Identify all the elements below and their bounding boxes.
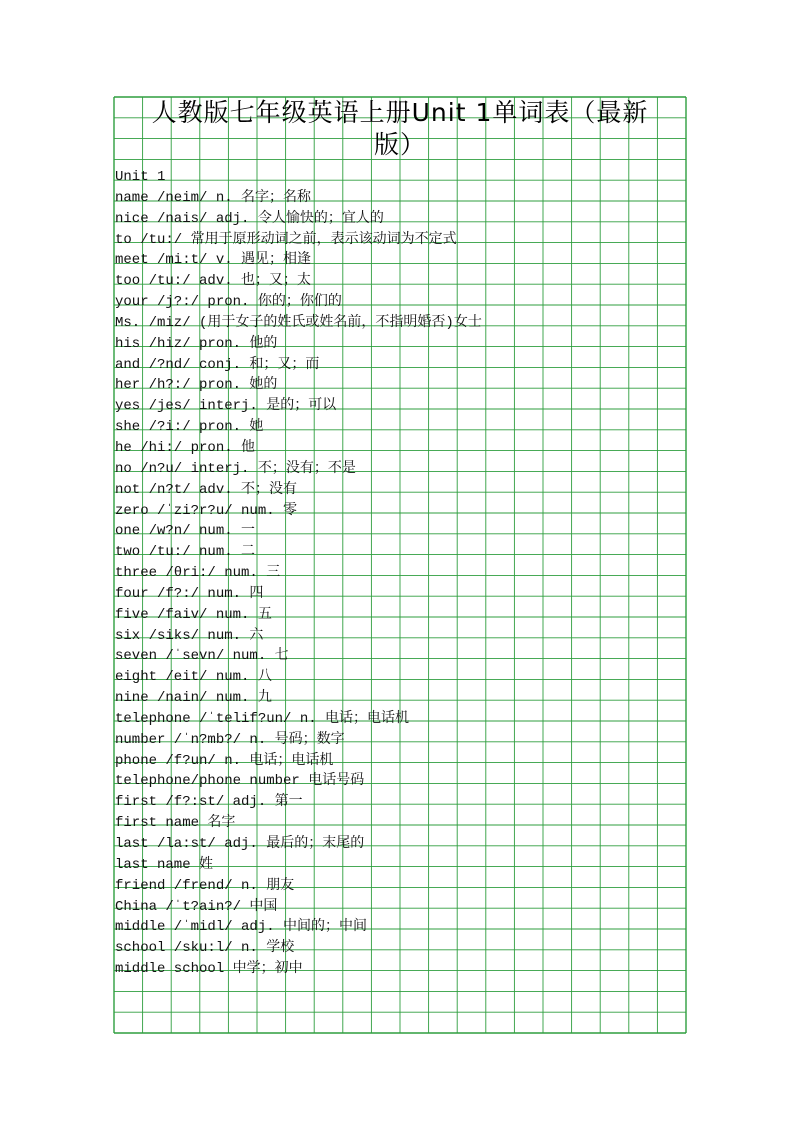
vocabulary-entry: Ms. /miz/ (用于女子的姓氏或姓名前，不指明婚否)女士	[115, 314, 482, 331]
vocabulary-entry: friend /frend/ n. 朋友	[115, 877, 295, 894]
vocabulary-entry: yes /jes/ interj. 是的；可以	[115, 398, 337, 415]
vocabulary-entry: zero /ˈzi?r?u/ num. 零	[115, 502, 298, 519]
vocabulary-entry: two /tu:/ num. 二	[115, 544, 256, 561]
vocabulary-entry: eight /eit/ num. 八	[115, 669, 272, 686]
vocabulary-entry: nice /nais/ adj. 令人愉快的；宜人的	[115, 210, 384, 227]
vocabulary-entry: last /la:st/ adj. 最后的；末尾的	[115, 836, 365, 852]
vocabulary-entry: five /faiv/ num. 五	[115, 606, 272, 623]
vocabulary-entry: her /h?:/ pron. 她的	[115, 377, 278, 394]
title-line-1: 人教版七年级英语上册Unit 1单词表（最新	[151, 98, 649, 127]
vocabulary-entry: too /tu:/ adv. 也；又；太	[115, 273, 312, 290]
vocabulary-entry: middle /ˈmidl/ adj. 中间的；中间	[115, 919, 368, 936]
vocabulary-entry: not /n?t/ adv. 不；没有	[115, 481, 298, 498]
vocabulary-entry: last name 姓	[115, 856, 214, 873]
vocabulary-entry: he /hi:/ pron. 他	[115, 439, 256, 456]
vocabulary-entry: three /θri:/ num. 三	[115, 565, 281, 582]
document-title	[114, 97, 686, 161]
vocabulary-entry: to /tu:/ 常用于原形动词之前，表示该动词为不定式	[115, 231, 457, 248]
vocabulary-entry: no /n?u/ interj. 不；没有；不是	[115, 460, 356, 477]
vocabulary-entry: and /?nd/ conj. 和；又；而	[115, 356, 320, 373]
vocabulary-entry: seven /ˈsevn/ num. 七	[115, 648, 289, 665]
vocabulary-entry: one /w?n/ num. 一	[115, 523, 256, 540]
vocabulary-entry: phone /f?un/ n. 电话；电话机	[115, 752, 334, 769]
unit-heading: Unit 1	[115, 169, 166, 185]
vocabulary-entry: his /hiz/ pron. 他的	[115, 335, 278, 352]
vocabulary-entry: first /f?:st/ adj. 第一	[115, 794, 303, 811]
vocabulary-entry: she /?i:/ pron. 她	[115, 419, 264, 436]
vocabulary-entry: name /neim/ n. 名字；名称	[115, 189, 312, 206]
vocabulary-entry: meet /mi:t/ v. 遇见；相逢	[115, 252, 312, 269]
vocabulary-entry: six /siks/ num. 六	[115, 627, 264, 644]
vocabulary-entry: four /f?:/ num. 四	[115, 585, 264, 602]
vocabulary-entry: telephone/phone number 电话号码	[115, 773, 365, 790]
vocabulary-entry: first name 名字	[115, 815, 236, 832]
vocabulary-entry: middle school 中学；初中	[115, 961, 303, 978]
vocabulary-entry: number /ˈn?mb?/ n. 号码；数字	[115, 731, 345, 748]
vocabulary-entry: school /sku:l/ n. 学校	[115, 940, 295, 957]
title-line-2: 版）	[373, 130, 426, 159]
vocabulary-entry: nine /nain/ num. 九	[115, 690, 272, 707]
vocabulary-list	[115, 167, 685, 980]
vocabulary-entry: China /ˈt?ain?/ 中国	[115, 898, 278, 915]
vocabulary-entry: your /j?:/ pron. 你的；你们的	[115, 294, 342, 311]
vocabulary-entry: telephone /ˈtelif?un/ n. 电话；电话机	[115, 710, 410, 727]
